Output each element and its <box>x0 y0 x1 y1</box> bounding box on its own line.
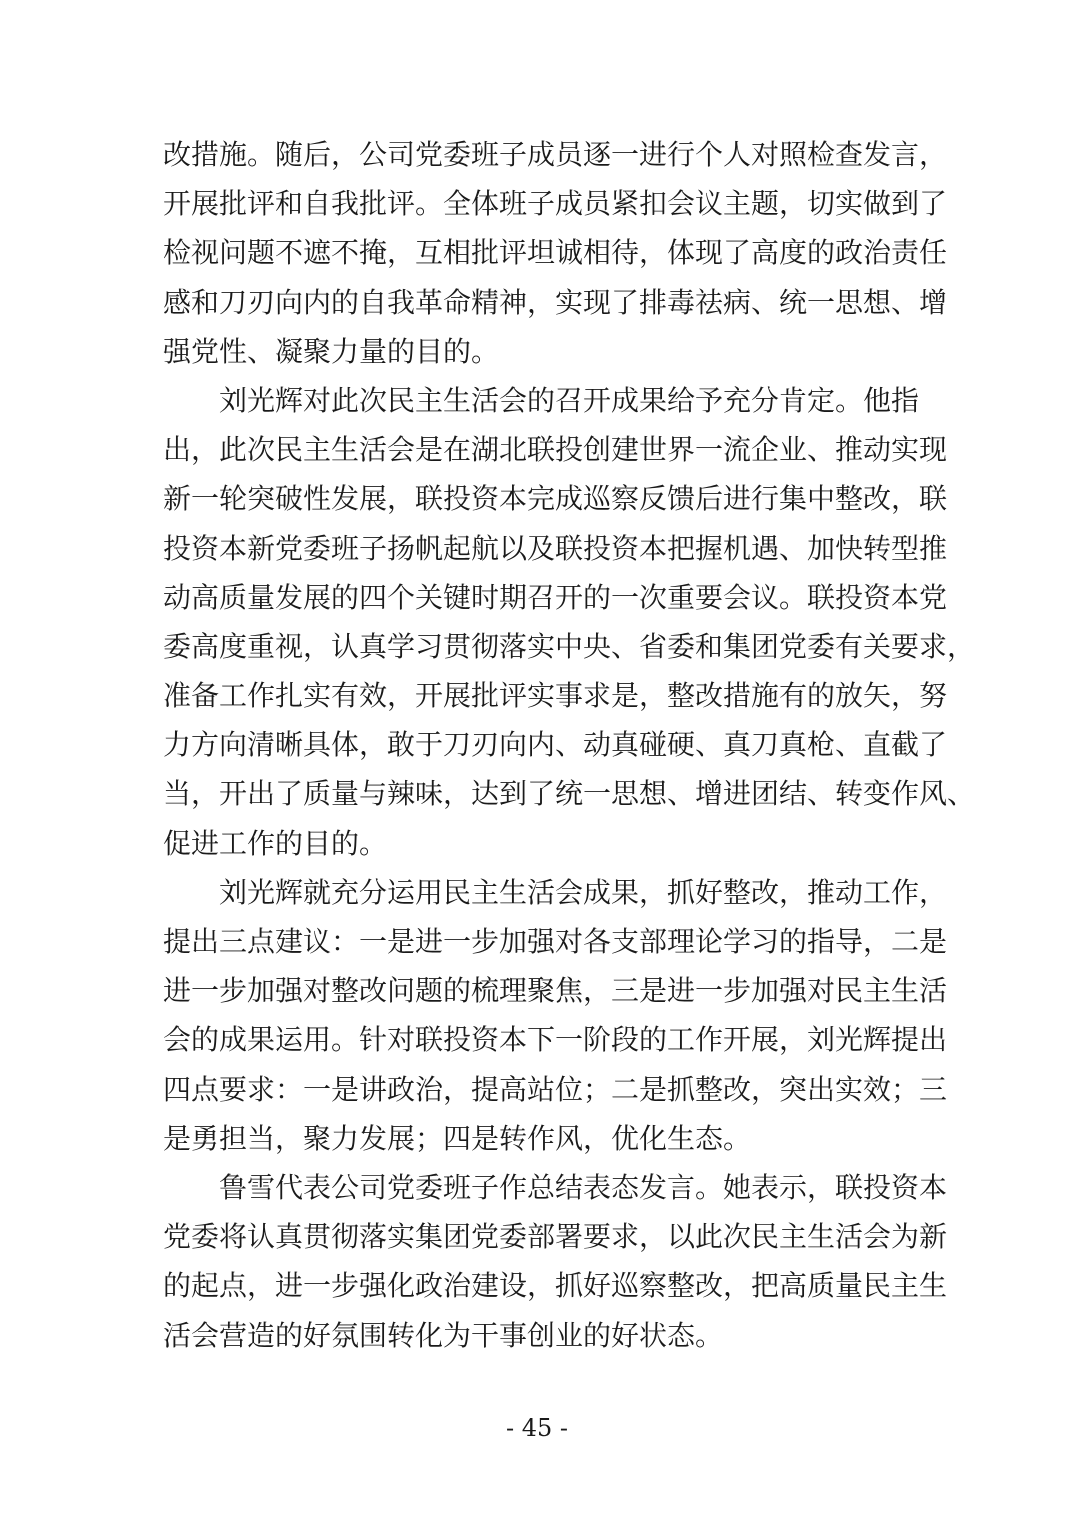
text-line: 检视问题不遮不掩，互相批评坦诚相待，体现了高度的政治责任 <box>163 236 948 270</box>
body-text <box>163 130 976 1360</box>
page-number: - 45 - <box>505 1414 568 1442</box>
text-line: 动高质量发展的四个关键时期召开的一次重要会议。联投资本党 <box>163 580 948 614</box>
text-line: 的起点，进一步强化政治建设，抓好巡察整改，把高质量民主生 <box>163 1269 948 1303</box>
text-line: 准备工作扎实有效，开展批评实事求是，整改措施有的放矢，努 <box>163 679 948 713</box>
text-line: 当，开出了质量与辣味，达到了统一思想、增进团结、转变作风、 <box>163 777 976 811</box>
text-line: 强党性、凝聚力量的目的。 <box>163 334 500 368</box>
text-line: 刘光辉就充分运用民主生活会成果，抓好整改，推动工作， <box>219 875 948 909</box>
text-line: 开展批评和自我批评。全体班子成员紧扣会议主题，切实做到了 <box>163 187 948 221</box>
text-line: 力方向清晰具体，敢于刀刃向内、动真碰硬、真刀真枪、直截了 <box>163 728 948 762</box>
text-line: 提出三点建议：一是进一步加强对各支部理论学习的指导，二是 <box>163 925 948 958</box>
paragraph <box>163 376 976 868</box>
text-line: 四点要求：一是讲政治，提高站位；二是抓整改，突出实效；三 <box>163 1072 948 1106</box>
text-line: 改措施。随后，公司党委班子成员逐一进行个人对照检查发言， <box>163 138 948 171</box>
text-line: 党委将认真贯彻落实集团党委部署要求，以此次民主生活会为新 <box>163 1220 948 1254</box>
text-line: 投资本新党委班子扬帆起航以及联投资本把握机遇、加快转型推 <box>163 531 948 565</box>
text-line: 刘光辉对此次民主生活会的召开成果给予充分肯定。他指 <box>219 383 920 417</box>
paragraph <box>163 130 948 376</box>
paragraph <box>163 1163 948 1360</box>
text-line: 感和刀刃向内的自我革命精神，实现了排毒祛病、统一思想、增 <box>163 285 948 319</box>
text-line: 会的成果运用。针对联投资本下一阶段的工作开展，刘光辉提出 <box>163 1023 948 1057</box>
text-line: 出，此次民主生活会是在湖北联投创建世界一流企业、推动实现 <box>163 433 948 467</box>
text-line: 是勇担当，聚力发展；四是转作风，优化生态。 <box>163 1121 752 1155</box>
text-line: 活会营造的好氛围转化为干事创业的好状态。 <box>163 1318 724 1352</box>
text-line: 委高度重视，认真学习贯彻落实中央、省委和集团党委有关要求， <box>163 629 976 663</box>
text-line: 新一轮突破性发展，联投资本完成巡察反馈后进行集中整改，联 <box>163 482 948 516</box>
paragraph <box>163 868 948 1163</box>
text-line: 进一步加强对整改问题的梳理聚焦，三是进一步加强对民主生活 <box>163 974 948 1008</box>
text-line: 促进工作的目的。 <box>163 826 388 860</box>
text-line: 鲁雪代表公司党委班子作总结表态发言。她表示，联投资本 <box>219 1170 948 1204</box>
